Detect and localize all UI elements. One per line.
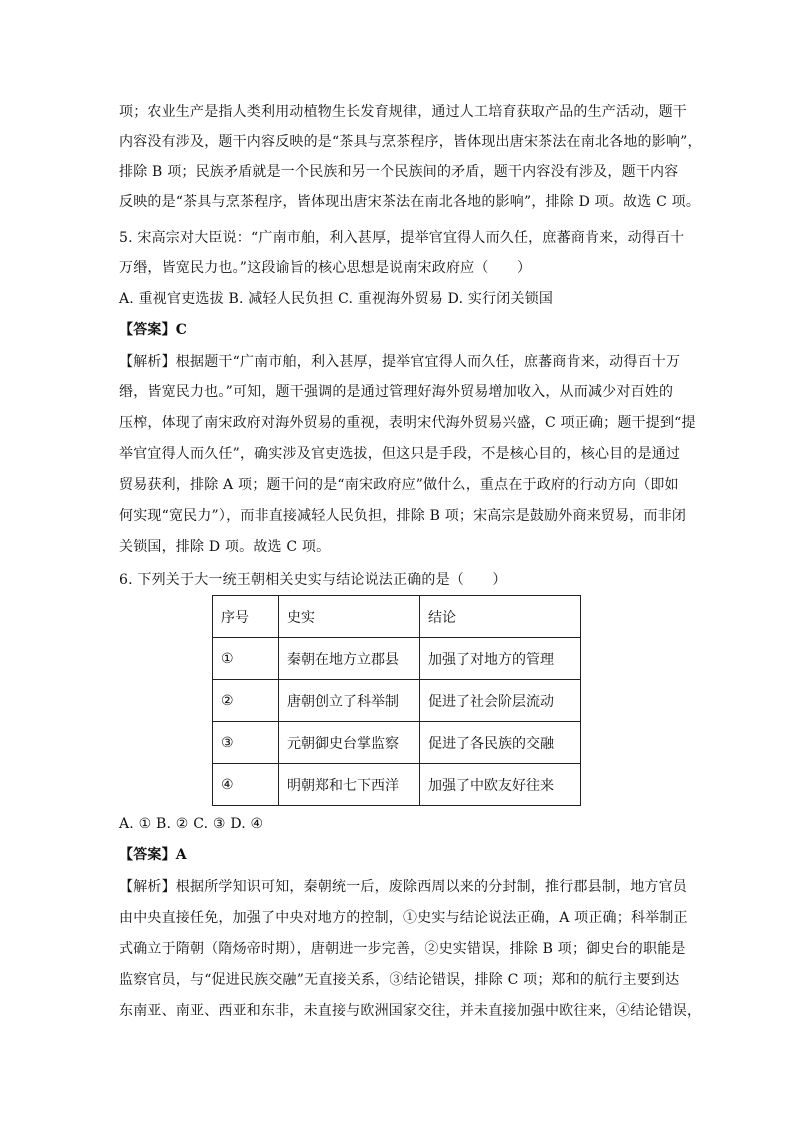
text-line: 项；农业生产是指人类利用动植物生长发育规律，通过人工培育获取产品的生产活动，题干	[119, 104, 687, 120]
table-cell: 加强了对地方的管理	[420, 638, 581, 680]
table-cell: 明朝郑和七下西洋	[279, 764, 420, 806]
table-row	[213, 722, 581, 764]
table-cell: ①	[213, 638, 279, 680]
table-cell: 促进了社会阶层流动	[420, 680, 581, 722]
table-row	[213, 638, 581, 680]
question-5-options: A. 重视官吏选拔 B. 减轻人民负担 C. 重视海外贸易 D. 实行闭关锁国	[119, 291, 554, 307]
analysis-line: 贸易获利，排除 A 项；题干问的是“南宋政府应”做什么，重点在于政府的行动方向（即如	[119, 477, 679, 493]
text-line: 内容没有涉及，题干内容反映的是“茶具与烹茶程序，皆体现出唐宋茶法在南北各地的影响”，	[119, 134, 702, 150]
table-row	[213, 680, 581, 722]
question-6-line: 6. 下列关于大一统王朝相关史实与结论说法正确的是（ ）	[119, 572, 507, 588]
analysis-line: 何实现“宽民力”），而非直接减轻人民负担，排除 B 项；宋高宗是鼓励外商来贸易，而非闭	[119, 508, 687, 524]
table-cell: ④	[213, 764, 279, 806]
analysis-line: 东南亚、南亚、西亚和东非，未直接与欧洲国家交往，并未直接加强中欧往来，④结论错误，	[119, 1003, 702, 1019]
answer-label: 【答案】C	[119, 322, 188, 338]
table-cell: ③	[213, 722, 279, 764]
analysis-line: 【解析】根据题干“广南市舶，利入甚厚，提举官宜得人而久任，庶蕃商肯来，动得百十万	[119, 354, 681, 370]
analysis-line: 式确立于隋朝（隋炀帝时期），唐朝进一步完善，②史实错误，排除 B 项；御史台的职能是	[119, 941, 686, 957]
question-6-options: A. ① B. ② C. ③ D. ④	[119, 816, 264, 832]
table-cell: 加强了中欧友好往来	[420, 764, 581, 806]
analysis-line: 压榨，体现了南宋政府对海外贸易的重视，表明宋代海外贸易兴盛，C 项正确；题干提到“提	[119, 415, 696, 431]
analysis-line: 缗，皆宽民力也。”可知，题干强调的是通过管理好海外贸易增加收入，从而减少对百姓的	[119, 384, 674, 400]
question-5-line: 5. 宋高宗对大臣说：“广南市舶，利入甚厚，提举官宜得人而久任，庶蕃商肯来，动得百十	[119, 230, 685, 246]
table-header-cell: 结论	[420, 596, 581, 638]
question-5-line: 万缗，皆宽民力也。”这段谕旨的核心思想是说南宋政府应（ ）	[119, 260, 532, 276]
text-line: 排除 B 项；民族矛盾就是一个民族和另一个民族间的矛盾，题干内容没有涉及，题干内容	[119, 164, 679, 180]
analysis-line: 监察官员，与“促进民族交融”无直接关系，③结论错误，排除 C 项；郑和的航行主要到达	[119, 972, 680, 988]
analysis-line: 举官宜得人而久任”，确实涉及官吏选拔，但这只是手段，不是核心目的，核心目的是通过	[119, 446, 681, 462]
table-cell: ②	[213, 680, 279, 722]
analysis-line: 【解析】根据所学知识可知，秦朝统一后，废除西周以来的分封制，推行郡县制，地方官员	[119, 879, 687, 895]
table-cell: 促进了各民族的交融	[420, 722, 581, 764]
table-cell: 秦朝在地方立郡县	[279, 638, 420, 680]
facts-table	[212, 595, 581, 806]
analysis-line: 关锁国，排除 D 项。故选 C 项。	[119, 539, 331, 555]
table-header-cell: 史实	[279, 596, 420, 638]
table-cell: 元朝御史台掌监察	[279, 722, 420, 764]
text-line: 反映的是“茶具与烹茶程序，皆体现出唐宋茶法在南北各地的影响”，排除 D 项。故选 C 项。	[119, 194, 701, 210]
table-cell: 唐朝创立了科举制	[279, 680, 420, 722]
table-header-cell: 序号	[213, 596, 279, 638]
answer-label: 【答案】A	[119, 847, 187, 863]
table-row	[213, 764, 581, 806]
table-header-row	[213, 596, 581, 638]
analysis-line: 由中央直接任免，加强了中央对地方的控制，①史实与结论说法正确，A 项正确；科举制正	[119, 910, 688, 926]
